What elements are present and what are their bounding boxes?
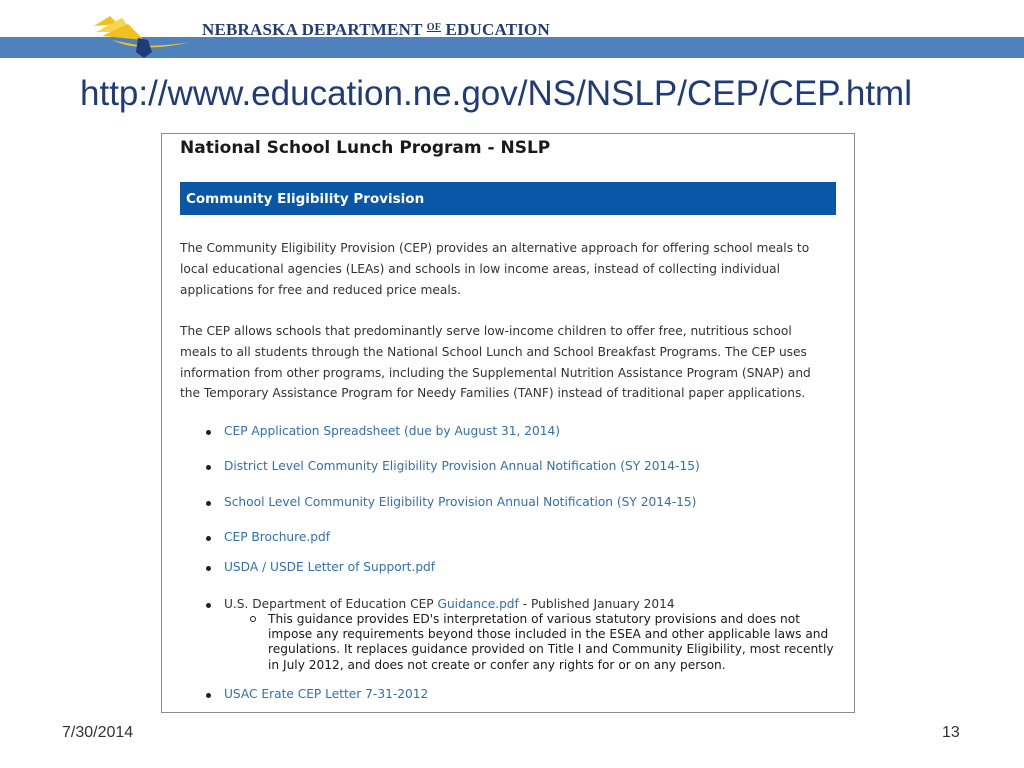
bullet-icon bbox=[206, 501, 211, 506]
circle-bullet-icon bbox=[250, 616, 256, 622]
usda-letter-link[interactable]: USDA / USDE Letter of Support.pdf bbox=[224, 560, 436, 574]
section-band-label: Community Eligibility Provision bbox=[186, 191, 425, 207]
details-paragraph: The CEP allows schools that predominantly serve low-income children to offer free, nutritious school meals to all students through the National School Lunch and School Breakfast Programs. The CEP uses information from other programs, including the Supplemental Nutrition Assistance Program (SNAP) and the Temporary Assistance Program for Needy Families (TANF) instead of traditional paper applications. bbox=[180, 324, 811, 401]
section-band bbox=[180, 182, 836, 215]
url-heading: http://www.education.ne.gov/NS/NSLP/CEP/CEP.html bbox=[80, 74, 912, 113]
guidance-suffix: - Published January 2014 bbox=[518, 597, 675, 611]
bullet-icon bbox=[206, 566, 211, 571]
guidance-subitem bbox=[250, 612, 840, 673]
guidance-subitem-text: This guidance provides ED's interpretation of various statutory provisions and does not impose any requirements beyond those included in the ESEA and other applicable laws and regulations. It replaces guidance provided on Title I and Community Eligibility, most recently in July 2012, and does not create or confer any rights for or on any person. bbox=[268, 612, 834, 672]
cep-brochure-link[interactable]: CEP Brochure.pdf bbox=[224, 530, 331, 544]
org-name: NEBRASKA DEPARTMENT $^{OF}$ EDUCATION bbox=[202, 20, 550, 39]
district-notification-link[interactable]: District Level Community Eligibility Provision Annual Notification (SY 2014-15) bbox=[224, 459, 700, 473]
usac-erate-letter-link[interactable]: USAC Erate CEP Letter 7-31-2012 bbox=[224, 687, 429, 701]
bullet-icon bbox=[206, 536, 211, 541]
bullet-icon bbox=[206, 430, 211, 435]
page-title: National School Lunch Program - NSLP bbox=[180, 138, 551, 158]
school-notification-link[interactable]: School Level Community Eligibility Provision Annual Notification (SY 2014-15) bbox=[224, 495, 697, 509]
bullet-icon bbox=[206, 603, 211, 608]
footer-date: 7/30/2014 bbox=[62, 724, 134, 741]
guidance-item bbox=[224, 597, 675, 611]
page-number: 13 bbox=[942, 724, 960, 741]
bullet-icon bbox=[206, 465, 211, 470]
guidance-pdf-link[interactable]: Guidance.pdf bbox=[437, 597, 519, 611]
nebraska-logo-icon bbox=[92, 14, 192, 60]
bullet-icon bbox=[206, 693, 211, 698]
cep-spreadsheet-link[interactable]: CEP Application Spreadsheet (due by August 31, 2014) bbox=[224, 424, 561, 438]
guidance-prefix: U.S. Department of Education CEP bbox=[224, 597, 438, 611]
intro-paragraph: The Community Eligibility Provision (CEP) provides an alternative approach for offering school meals to local educational agencies (LEAs) and schools in low income areas, instead of collecting individual applications for free and reduced price meals. bbox=[180, 241, 810, 297]
webpage-screenshot bbox=[161, 133, 855, 713]
